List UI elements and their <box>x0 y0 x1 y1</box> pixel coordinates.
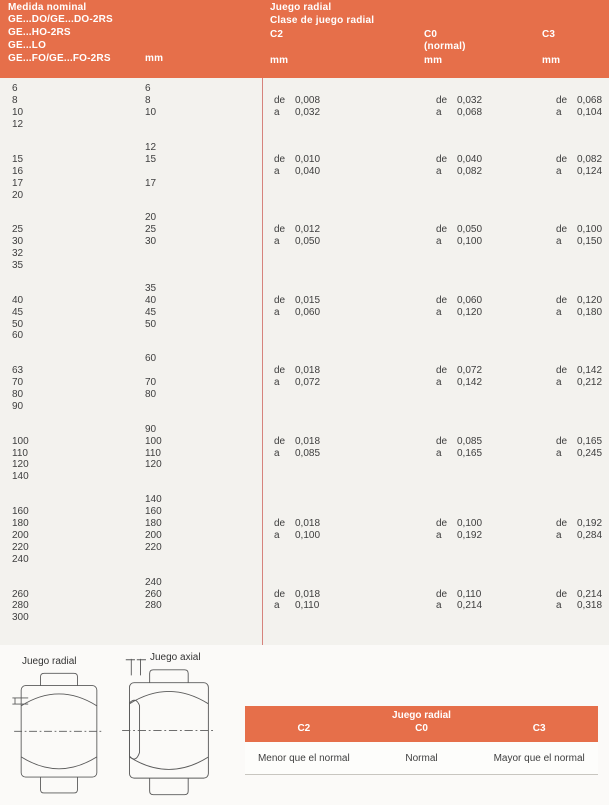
size-col2-value: 110 <box>145 447 161 459</box>
table-row <box>8 282 609 294</box>
size-col1-value: 200 <box>12 529 29 541</box>
class-c2-label: C2 <box>270 29 284 40</box>
range-label: a <box>556 377 562 389</box>
bottom-section <box>0 645 609 805</box>
clearance-value: 0,100 <box>457 518 483 530</box>
table-header <box>0 0 609 78</box>
clearance-c2-cell <box>266 436 428 447</box>
size-col1-value: 80 <box>12 389 24 401</box>
size-group-7 <box>8 494 609 565</box>
table-row <box>8 377 609 389</box>
size-col1-value: 16 <box>12 165 24 177</box>
table-row <box>8 119 609 131</box>
range-label: a <box>274 107 280 119</box>
class-c3-label: C3 <box>542 29 556 40</box>
size-col2-value: 40 <box>145 294 157 306</box>
range-label: a <box>274 306 280 318</box>
size-col2-value: 90 <box>145 423 157 435</box>
clearance-value: 0,214 <box>457 600 483 612</box>
table-row <box>8 400 609 412</box>
column-divider-line <box>262 78 263 645</box>
clearance-c0-cell <box>428 518 548 529</box>
size-group-5 <box>8 353 609 412</box>
size-col1-value: 300 <box>12 612 29 624</box>
size-col2-value: 45 <box>145 306 157 318</box>
size-col2-value: 17 <box>145 177 157 189</box>
clearance-value: 0,060 <box>457 294 483 306</box>
table-row <box>8 318 609 330</box>
clearance-c2-cell <box>266 154 428 165</box>
size-col2-value: 6 <box>145 83 151 95</box>
size-group-2 <box>8 142 609 201</box>
clearance-value: 0,082 <box>577 153 603 165</box>
size-col2-value: 50 <box>145 318 157 330</box>
clearance-value: 0,192 <box>577 518 603 530</box>
range-label: a <box>274 447 280 459</box>
clearance-c0-cell <box>428 448 548 459</box>
size-col1-value: 20 <box>12 189 24 201</box>
size-col2-value: 12 <box>145 142 157 153</box>
clearance-c0-cell <box>428 224 548 235</box>
size-col1-value: 63 <box>12 365 24 377</box>
table-row <box>8 260 609 272</box>
range-label: de <box>556 95 568 107</box>
range-label: de <box>436 435 448 447</box>
clearance-c3-cell <box>548 436 609 447</box>
clearance-c3-cell <box>548 589 609 600</box>
clearance-value: 0,032 <box>295 107 321 119</box>
range-label: a <box>436 165 442 177</box>
clearance-c3-cell <box>548 530 609 541</box>
series-line-4: GE...FO/GE...FO-2RS <box>8 53 111 64</box>
clearance-value: 0,212 <box>577 377 603 389</box>
size-col2-value: 10 <box>145 107 157 119</box>
range-label: a <box>436 529 442 541</box>
clearance-value: 0,050 <box>457 224 483 236</box>
clearance-value: 0,060 <box>295 306 321 318</box>
table-row <box>8 165 609 177</box>
legend-c0-header: C0 <box>415 723 428 734</box>
table-row <box>8 389 609 401</box>
size-col1-value: 240 <box>12 553 29 565</box>
size-col1-value: 280 <box>12 600 29 612</box>
size-col1-value: 60 <box>12 330 24 342</box>
table-row <box>8 95 609 107</box>
size-col2-value: 70 <box>145 377 157 389</box>
clearance-c0-cell <box>428 589 548 600</box>
size-group-3 <box>8 212 609 271</box>
clearance-value: 0,082 <box>457 165 483 177</box>
radial-clearance-title: Juego radial <box>270 2 332 13</box>
size-col2-value: 8 <box>145 95 151 107</box>
clearance-c2-cell <box>266 589 428 600</box>
clearance-c3-cell <box>548 307 609 318</box>
range-label: de <box>274 294 286 306</box>
range-label: a <box>556 165 562 177</box>
clearance-value: 0,072 <box>295 377 321 389</box>
clearance-value: 0,100 <box>457 236 483 248</box>
range-label: de <box>556 294 568 306</box>
range-label: de <box>274 518 286 530</box>
range-label: a <box>274 165 280 177</box>
clearance-c2-cell <box>266 236 428 247</box>
clearance-c0-cell <box>428 166 548 177</box>
radial-clearance-diagram-label: Juego radial <box>22 656 77 667</box>
range-label: de <box>274 224 286 236</box>
size-col2-value: 100 <box>145 435 162 447</box>
table-row <box>8 83 609 95</box>
clearance-table-body <box>0 78 609 645</box>
size-col1-value: 45 <box>12 306 24 318</box>
size-col2-value: 220 <box>145 541 162 553</box>
size-col2-value: 260 <box>145 588 162 600</box>
table-row <box>8 600 609 612</box>
size-col2-value: 160 <box>145 506 162 518</box>
table-row <box>8 435 609 447</box>
clearance-value: 0,085 <box>295 447 321 459</box>
clearance-c2-cell <box>266 295 428 306</box>
clearance-c3-cell <box>548 365 609 376</box>
clearance-value: 0,284 <box>577 529 603 541</box>
size-col2-value: 20 <box>145 212 157 224</box>
size-col1-value: 70 <box>12 377 24 389</box>
range-label: de <box>556 435 568 447</box>
clearance-value: 0,120 <box>457 306 483 318</box>
size-col1-value: 50 <box>12 318 24 330</box>
range-label: a <box>274 377 280 389</box>
clearance-c0-cell <box>428 107 548 118</box>
range-label: a <box>436 377 442 389</box>
clearance-c2-cell <box>266 600 428 611</box>
radial-clearance-diagram <box>6 668 112 805</box>
legend-class-headers <box>245 723 598 734</box>
range-label: de <box>274 95 286 107</box>
size-col1-value: 180 <box>12 518 29 530</box>
class-c0-sub: (normal) <box>424 41 466 52</box>
range-label: de <box>436 294 448 306</box>
table-row <box>8 189 609 201</box>
bearing-cross-section-axial <box>112 657 224 802</box>
clearance-value: 0,192 <box>457 529 483 541</box>
clearance-c2-cell <box>266 530 428 541</box>
size-col2-value: 35 <box>145 282 157 294</box>
table-row <box>8 177 609 189</box>
size-col2-value: 120 <box>145 459 162 471</box>
table-row <box>8 506 609 518</box>
series-line-1: GE...DO/GE...DO-2RS <box>8 14 113 25</box>
range-label: de <box>274 588 286 600</box>
legend-c2-value: Menor que el normal <box>257 752 350 764</box>
clearance-value: 0,110 <box>295 600 320 612</box>
bearing-cross-section-radial <box>6 668 112 800</box>
nominal-size-title: Medida nominal <box>8 2 87 13</box>
range-label: de <box>556 365 568 377</box>
table-row <box>8 588 609 600</box>
clearance-c2-cell <box>266 377 428 388</box>
clearance-c0-cell <box>428 600 548 611</box>
clearance-value: 0,100 <box>577 224 603 236</box>
table-row <box>8 353 609 365</box>
size-col1-value: 110 <box>12 447 28 459</box>
clearance-value: 0,165 <box>457 447 483 459</box>
clearance-c3-cell <box>548 154 609 165</box>
clearance-value: 0,318 <box>577 600 603 612</box>
size-col2-value: 180 <box>145 518 162 530</box>
table-row <box>8 576 609 588</box>
clearance-c3-cell <box>548 377 609 388</box>
clearance-c0-cell <box>428 154 548 165</box>
legend-c0-value: Normal <box>405 752 438 764</box>
class-c0-label: C0 <box>424 29 438 40</box>
range-label: a <box>436 447 442 459</box>
clearance-c2-cell <box>266 224 428 235</box>
range-label: a <box>274 600 280 612</box>
size-col1-value: 160 <box>12 506 29 518</box>
clearance-value: 0,032 <box>457 95 483 107</box>
legend-c3-value: Mayor que el normal <box>493 752 585 764</box>
range-label: de <box>556 224 568 236</box>
table-row <box>8 518 609 530</box>
clearance-class-subtitle: Clase de juego radial <box>270 15 375 26</box>
clearance-c0-cell <box>428 95 548 106</box>
range-label: de <box>436 588 448 600</box>
clearance-value: 0,085 <box>457 435 483 447</box>
table-row <box>8 553 609 565</box>
legend-title: Juego radial <box>392 710 451 721</box>
size-col1-value: 32 <box>12 248 24 260</box>
clearance-c2-cell <box>266 307 428 318</box>
size-group-6 <box>8 423 609 482</box>
size-col1-value: 220 <box>12 541 29 553</box>
table-row <box>8 153 609 165</box>
clearance-value: 0,245 <box>577 447 603 459</box>
size-col1-value: 140 <box>12 471 29 483</box>
range-label: a <box>274 236 280 248</box>
range-label: a <box>556 447 562 459</box>
size-group-8 <box>8 576 609 624</box>
clearance-value: 0,068 <box>457 107 483 119</box>
range-label: de <box>556 153 568 165</box>
size-col1-value: 8 <box>12 95 18 107</box>
clearance-c2-cell <box>266 166 428 177</box>
size-col1-value: 100 <box>12 435 29 447</box>
size-col1-value: 90 <box>12 400 24 412</box>
range-label: a <box>556 306 562 318</box>
clearance-c2-cell <box>266 518 428 529</box>
table-row <box>8 224 609 236</box>
clearance-value: 0,104 <box>577 107 603 119</box>
size-col1-value: 260 <box>12 588 29 600</box>
clearance-c0-cell <box>428 295 548 306</box>
clearance-c0-cell <box>428 307 548 318</box>
clearance-c3-cell <box>548 448 609 459</box>
range-label: de <box>556 518 568 530</box>
size-col1-value: 17 <box>12 177 24 189</box>
clearance-value: 0,015 <box>295 294 321 306</box>
table-row <box>8 541 609 553</box>
range-label: a <box>556 529 562 541</box>
clearance-c3-cell <box>548 95 609 106</box>
range-label: a <box>274 529 280 541</box>
size-col1-value: 10 <box>12 107 24 119</box>
clearance-c2-cell <box>266 365 428 376</box>
range-label: de <box>556 588 568 600</box>
range-label: a <box>436 600 442 612</box>
axial-clearance-diagram <box>112 657 224 805</box>
clearance-value: 0,010 <box>295 153 321 165</box>
class-c3-unit: mm <box>542 55 561 66</box>
range-label: a <box>556 600 562 612</box>
clearance-value: 0,018 <box>295 588 321 600</box>
clearance-value: 0,120 <box>577 294 603 306</box>
size-col2-value: 30 <box>145 236 157 248</box>
table-row <box>8 107 609 119</box>
series-line-2: GE...HO-2RS <box>8 27 71 38</box>
legend-header <box>245 706 598 742</box>
clearance-value: 0,072 <box>457 365 483 377</box>
clearance-value: 0,214 <box>577 588 603 600</box>
clearance-c2-cell <box>266 95 428 106</box>
clearance-c2-cell <box>266 107 428 118</box>
class-c0-unit: mm <box>424 55 443 66</box>
clearance-value: 0,150 <box>577 236 603 248</box>
range-label: de <box>436 224 448 236</box>
clearance-value: 0,012 <box>295 224 321 236</box>
range-label: a <box>556 107 562 119</box>
clearance-c3-cell <box>548 166 609 177</box>
clearance-c3-cell <box>548 518 609 529</box>
clearance-value: 0,040 <box>295 165 321 177</box>
legend-c2-header: C2 <box>297 723 311 734</box>
size-col1-value: 15 <box>12 153 24 165</box>
table-row <box>8 212 609 224</box>
clearance-c3-cell <box>548 600 609 611</box>
table-row <box>8 459 609 471</box>
size-col2-value: 15 <box>145 153 157 165</box>
clearance-c3-cell <box>548 236 609 247</box>
size-unit-label: mm <box>145 53 164 64</box>
clearance-c0-cell <box>428 530 548 541</box>
range-label: a <box>436 107 442 119</box>
range-label: a <box>436 306 442 318</box>
clearance-value: 0,110 <box>457 588 482 600</box>
clearance-value: 0,018 <box>295 518 321 530</box>
clearance-value: 0,008 <box>295 95 321 107</box>
table-row <box>8 447 609 459</box>
clearance-c0-cell <box>428 436 548 447</box>
size-col2-value: 60 <box>145 353 157 365</box>
table-row <box>8 142 609 154</box>
clearance-value: 0,018 <box>295 365 321 377</box>
size-col2-value: 280 <box>145 600 162 612</box>
range-label: de <box>436 365 448 377</box>
clearance-c2-cell <box>266 448 428 459</box>
table-row <box>8 471 609 483</box>
table-row <box>8 494 609 506</box>
size-group-4 <box>8 282 609 341</box>
range-label: a <box>436 236 442 248</box>
size-col1-value: 120 <box>12 459 29 471</box>
size-col2-value: 80 <box>145 389 157 401</box>
table-groups-container <box>8 83 609 624</box>
table-row <box>8 530 609 542</box>
size-col2-value: 240 <box>145 576 162 588</box>
clearance-value: 0,018 <box>295 435 321 447</box>
size-col1-value: 30 <box>12 236 24 248</box>
size-col1-value: 12 <box>12 119 24 131</box>
clearance-value: 0,142 <box>577 365 603 377</box>
clearance-value: 0,124 <box>577 165 603 177</box>
size-col2-value: 200 <box>145 529 162 541</box>
clearance-value: 0,180 <box>577 306 603 318</box>
table-row <box>8 423 609 435</box>
range-label: de <box>274 435 286 447</box>
clearance-value: 0,165 <box>577 435 603 447</box>
size-col1-value: 6 <box>12 83 18 95</box>
clearance-c3-cell <box>548 295 609 306</box>
class-c2-unit: mm <box>270 55 289 66</box>
clearance-value: 0,142 <box>457 377 483 389</box>
legend-c3-header: C3 <box>532 723 546 734</box>
legend-values-row <box>245 742 598 775</box>
legend-table <box>245 706 598 775</box>
clearance-value: 0,040 <box>457 153 483 165</box>
range-label: de <box>274 153 286 165</box>
table-row <box>8 236 609 248</box>
clearance-value: 0,100 <box>295 529 321 541</box>
table-row <box>8 330 609 342</box>
clearance-c0-cell <box>428 236 548 247</box>
size-col1-value: 40 <box>12 294 24 306</box>
range-label: a <box>556 236 562 248</box>
clearance-c3-cell <box>548 224 609 235</box>
table-row <box>8 294 609 306</box>
size-col1-value: 35 <box>12 260 24 272</box>
size-col1-value: 25 <box>12 224 24 236</box>
table-row <box>8 612 609 624</box>
clearance-value: 0,068 <box>577 95 603 107</box>
size-col2-value: 25 <box>145 224 157 236</box>
table-row <box>8 306 609 318</box>
series-line-3: GE...LO <box>8 40 47 51</box>
axial-clearance-diagram-label: Juego axial <box>150 652 201 663</box>
table-row <box>8 248 609 260</box>
clearance-c3-cell <box>548 107 609 118</box>
size-col2-value: 140 <box>145 494 162 506</box>
clearance-value: 0,050 <box>295 236 321 248</box>
size-group-1 <box>8 83 609 131</box>
clearance-c0-cell <box>428 377 548 388</box>
range-label: de <box>436 95 448 107</box>
range-label: de <box>436 153 448 165</box>
range-label: de <box>274 365 286 377</box>
table-row <box>8 365 609 377</box>
clearance-c0-cell <box>428 365 548 376</box>
range-label: de <box>436 518 448 530</box>
